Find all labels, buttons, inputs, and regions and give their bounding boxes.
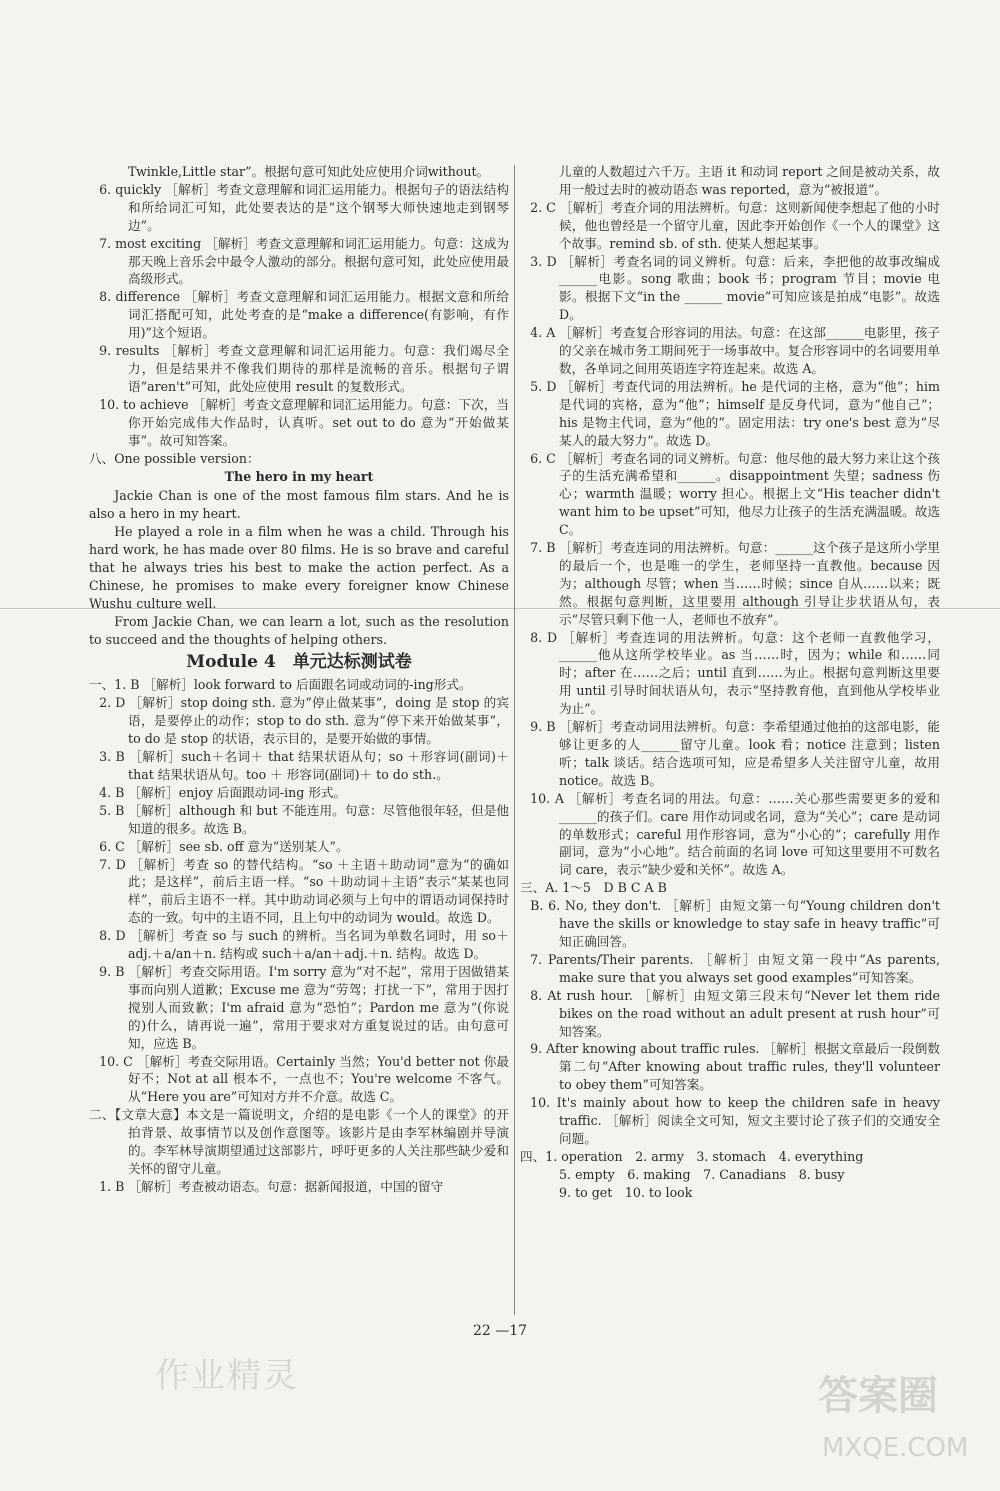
answer-paragraph: 8. difference ［解析］考查文意理解和词汇运用能力。根据文意和所给词汇搭配可知，此处考查的是“make a difference(有影响，有作用)”这个短语。	[99, 289, 509, 341]
answer-paragraph: 6. C ［解析］考查名词的词义辨析。句意：他尽他的最大努力来让这个孩子的生活充满希望和______。disappointment 失望；sadness 伤心；warmth 温暖；worry 担心。根据上文“His teacher didn't want him to be upset”可知，他尽力让孩子的生活充满温暖。故选 C。	[530, 450, 940, 538]
answer-paragraph: 9. After knowing about traffic rules. ［解析］根据文章最后一段倒数第二句“After knowing about traffic rules, they'll volunteer to obey them”可知答案。	[530, 1041, 940, 1093]
answer-paragraph: 1. B ［解析］考查被动语态。句意：据新闻报道，中国的留守	[99, 1178, 444, 1194]
answer-paragraph: 7. Parents/Their parents. ［解析］由短文第一段中“As parents, make sure that you always set good examples”可知答案。	[530, 951, 940, 985]
answer-paragraph: 三、A. 1～5 D B C A B	[520, 880, 667, 896]
answer-paragraph: He played a role in a film when he was a child. Through his hard work, he has made over 80 films. He is so brave and careful that he always tries his best to make the action perfect. As a Chinese, he promises to make every foreigner know Chinese Wushu culture well.	[89, 524, 509, 611]
answer-paragraph: 8. D ［解析］考查连词的用法辨析。句意：这个老师一直教他学习，______他从这所学校毕业。as 当……时，因为；while 和……同时；after 在……之后；until 直到……为止。根据句意判断这里要用 until 引导时间状语从句，表示“坚持教育他，直到他从学校毕业为止”。	[530, 629, 940, 717]
answer-paragraph: 6. C ［解析］see sb. off 意为“送别某人”。	[99, 838, 349, 854]
answer-paragraph: 7. B ［解析］考查连词的用法辨析。句意：______这个孩子是这所小学里的最后一个，也是唯一的学生，老师坚持一直教他。because 因为；although 尽管；when 当……时候；since 自从……以来；既然。根据句意判断，这里要用 although 引导让步状语从句，表示“尽管只剩下他一人，老师也不放弃”。	[530, 540, 940, 627]
answer-paragraph: 3. B ［解析］such＋名词＋ that 结果状语从句；so ＋形容词(副词)＋ that 结果状语从句。too ＋ 形容词(副词)＋ to do sth.。	[99, 749, 509, 782]
answer-paragraph: 二、【文章大意】本文是一篇说明文，介绍的是电影《一个人的课堂》的开拍背景、故事情节以及创作意图等。该影片是由李军林编剧并导演的。李军林导演期望通过这部影片，呼吁更多的人关注那些缺少爱和关怀的留守儿童。	[89, 1107, 509, 1176]
answer-paragraph: 5. empty 6. making 7. Canadians 8. busy	[559, 1166, 845, 1182]
essay-title: The hero in my heart	[224, 469, 374, 485]
page-number: 22 —17	[472, 1323, 528, 1339]
answer-paragraph: 9. results ［解析］考查文意理解和词汇运用能力。句意：我们竭尽全力，但是结果并不像我们期待的那样是流畅的音乐。根据句子谓语“aren't”可知，此处应使用 result 的复数形式。	[99, 343, 509, 394]
answer-paragraph: 八、One possible version：	[89, 450, 260, 466]
answer-paragraph: 2. C ［解析］考查介词的用法辨析。句意：这则新闻使李想起了他的小时候，他也曾经是一个留守儿童，因此李开始创作《一个人的课堂》这个故事。remind sb. of sth. 使某人想起某事。	[530, 199, 940, 251]
answer-paragraph: 儿童的人数超过六千万。主语 it 和动词 report 之间是被动关系，故用一般过去时的被动语态 was reported，意为“被报道”。	[559, 164, 940, 197]
watermark-logo: 答案圈	[818, 1373, 938, 1419]
answer-paragraph: 四、1. operation 2. army 3. stomach 4. everything	[520, 1148, 864, 1164]
left-column	[89, 163, 509, 1196]
column-divider	[514, 165, 515, 1315]
answer-paragraph: 6. quickly ［解析］考查文意理解和词汇运用能力。根据句子的语法结构和所给词汇可知，此处要表达的是“这个钢琴大师快速地走到钢琴边”。	[99, 181, 509, 233]
answer-paragraph: 4. B ［解析］enjoy 后面跟动词-ing 形式。	[99, 784, 347, 800]
answer-paragraph: Jackie Chan is one of the most famous film stars. And he is also a hero in my heart.	[89, 488, 509, 522]
answer-paragraph: 2. D ［解析］stop doing sth. 意为“停止做某事”，doing 是 stop 的宾语，是要停止的动作；stop to do sth. 意为“停下来开始做某事”，to do 是 stop 的状语，表示目的，是要开始做的事情。	[99, 695, 509, 747]
answer-paragraph: 8. D ［解析］考查 so 与 such 的辨析。当名词为单数名词时，用 so＋adj.＋a/an＋n. 结构或 such＋a/an＋adj.＋n. 结构。故选 D。	[99, 928, 509, 962]
watermark-url: MXQE.COM	[822, 1433, 969, 1463]
answer-paragraph: 9. B ［解析］考查动词用法辨析。句意：李希望通过他拍的这部电影，能够让更多的人______留守儿童。look 看；notice 注意到；listen 听；talk 谈话。结合选项可知，应是希望多人关注留守儿童，故用 notice。故选 B。	[530, 719, 940, 788]
answer-paragraph: B. 6. No, they don't. ［解析］由短文第一句“Young children don't have the skills or knowledge to stay safe in heavy traffic”可知正确回答。	[530, 898, 940, 949]
answer-paragraph: From Jackie Chan, we can learn a lot, such as the resolution to succeed and the thoughts of helping others.	[89, 613, 509, 647]
right-column	[520, 163, 940, 1202]
answer-paragraph: 5. B ［解析］although 和 but 不能连用。句意：尽管他很年轻，但是他知道的很多。故选 B。	[99, 802, 509, 836]
answer-paragraph: 9. to get 10. to look	[559, 1184, 693, 1200]
answer-paragraph: 3. D ［解析］考查名词的词义辨析。句意：后来，李把他的故事改编成______电影。song 歌曲；book 书；program 节目；movie 电影。根据下文“in the ______ movie”可知应该是拍成“电影”。故选 D。	[530, 253, 940, 323]
answer-paragraph: 9. B ［解析］考查交际用语。I'm sorry 意为“对不起”，常用于因做错某事而向别人道歉；Excuse me 意为“劳驾；打扰一下”，常用于因打搅别人而致歉；I'm afraid 意为“恐怕”；Pardon me 意为“(你说的)什么，请再说一遍”，常用于要求对方重复说过的话。由句意可知，应选 B。	[99, 963, 509, 1051]
answer-paragraph: 10. to achieve ［解析］考查文意理解和词汇运用能力。句意：下次，当你开始完成伟大作品时，认真听。set out to do 意为“开始做某事”。故可知答案。	[99, 396, 509, 448]
answer-paragraph: 8. At rush hour. ［解析］由短文第三段末句“Never let them ride bikes on the road without an adult present at rush hour”可知答案。	[530, 987, 940, 1039]
answer-paragraph: 10. C ［解析］考查交际用语。Certainly 当然；You'd better not 你最好不；Not at all 根本不，一点也不；You're welcome 不客气。从“Here you are”可知对方并不介意。故选 C。	[99, 1053, 509, 1105]
module-title: Module 4 单元达标测试卷	[186, 652, 412, 673]
answer-paragraph: 一、1. B ［解析］look forward to 后面跟名词或动词的-ing形式。	[89, 677, 472, 693]
answer-paragraph: 7. most exciting ［解析］考查文意理解和词汇运用能力。句意：这成为那天晚上音乐会中最令人激动的部分。根据句意可知，此处应使用最高级形式。	[99, 235, 509, 287]
answer-paragraph: 5. D ［解析］考查代词的用法辨析。he 是代词的主格，意为“他”；him 是代词的宾格，意为“他”；himself 是反身代词，意为“他自己”；his 是物主代词，意为“他的”。固定用法：try one's best 意为“尽某人的最大努力”。故选 D。	[530, 378, 940, 448]
answer-paragraph: 7. D ［解析］考查 so 的替代结构。“so ＋主语＋助动词”意为“的确如此；是这样”，前后主语一样。“so ＋助动词＋主语”表示“某某也同样”，前后主语不一样。其中助动词必须与上句中的谓语动词保持时态的一致。句中的主语不同，且上句中的动词为 would。故选 D。	[99, 856, 509, 926]
answer-paragraph: 10. A ［解析］考查名词的用法。句意：……关心那些需要更多的爱和______的孩子们。care 用作动词或名词，意为“关心”；care 是动词的单数形式；careful 用作形容词，意为“小心的”；carefully 用作副词，意为“小心地”。结合前面的名词 love 可知这里要用不可数名词 care，表示“缺少爱和关怀”。故选 A。	[530, 790, 940, 878]
answer-paragraph: Twinkle,Little star”。根据句意可知此处应使用介词without。	[128, 164, 490, 179]
watermark-bottom-left: 作业精灵	[155, 1356, 299, 1396]
answer-paragraph: 10. It's mainly about how to keep the children safe in heavy traffic. ［解析］阅读全文可知，短文主要讨论了孩子们的交通安全问题。	[530, 1095, 940, 1146]
answer-paragraph: 4. A ［解析］考查复合形容词的用法。句意：在这部______电影里，孩子的父亲在城市务工期间死于一场事故中。复合形容词中的名词要用单数，各单词之间用英语连字符连起来。故选 A。	[530, 325, 940, 376]
